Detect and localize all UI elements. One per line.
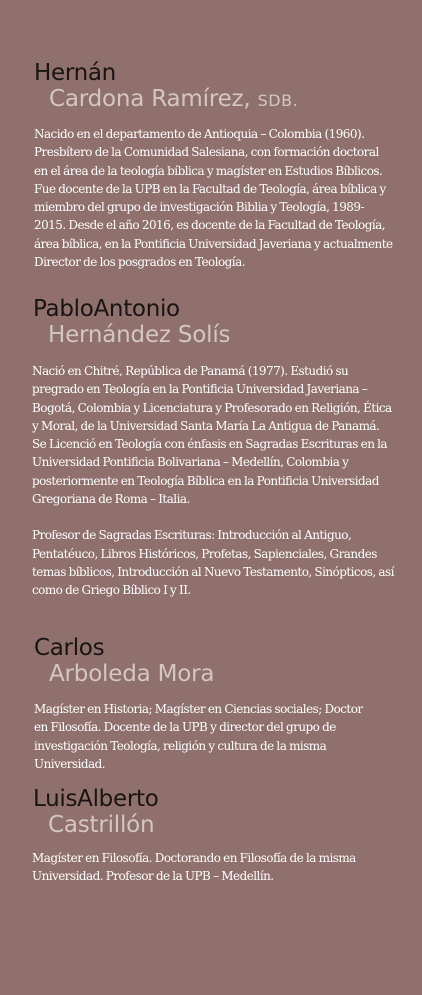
bio-paragraph: Magíster en Filosofía. Doctorando en Filosofía de la misma Universidad. Profesor de la UPB – Medellín. — [32, 851, 356, 884]
author-first-name: LuisAlberto — [33, 786, 159, 812]
bio-paragraph: Nació en Chitré, República de Panamá (1977). Estudió su pregrado en Teología en la Pontificia Universidad Javeriana – Bogotá, Colombia y Licenciatura y Profesorado en Religión, Ética y Moral, de la Universidad Santa María La Antigua de Panamá. Se Licenció en Teología con énfasis en Sagradas Escrituras en la Universidad Pontificia Bolivariana – Medellín, Colombia y posteriormente en Teología Bíblica en la Pontificia Universidad Gregoriana de Roma – Italia. — [32, 364, 392, 507]
author-last-name — [49, 661, 422, 687]
author-description — [32, 849, 362, 886]
author-bio-arboleda — [0, 635, 422, 773]
author-bio-cardona — [0, 60, 422, 271]
author-surname: Castrillón — [48, 812, 155, 838]
bio-paragraph: Nacido en el departamento de Antioquia – Colombia (1960). Presbítero de la Comunidad Salesiana, con formación doctoral en el área de la teología bíblica y magíster en Estudios Bíblicos. Fue docente de la UPB en la Facultad de Teología, área bíblica y miembro del grupo de investigación Biblia y Teología, 1989-2015. Desde el año 2016, es docente de la Facultad de Teología, área bíblica, en la Pontificia Universidad Javeriana y actualmente Director de los posgrados en Teología. — [34, 127, 393, 270]
author-surname: Arboleda Mora — [49, 661, 215, 687]
author-bio-hernandez — [0, 296, 422, 600]
author-last-name — [48, 812, 422, 838]
author-description — [32, 362, 394, 600]
author-surname: Hernández Solís — [48, 322, 231, 348]
author-first-name: Hernán — [34, 60, 116, 86]
author-description — [34, 700, 364, 773]
author-surname: Cardona Ramírez, — [49, 86, 251, 112]
author-last-name — [48, 322, 422, 348]
bio-paragraph: Profesor de Sagradas Escrituras: Introducción al Antiguo, Pentatéuco, Libros Históricos, Profetas, Sapienciales, Grandes temas bíblicos, Introducción al Nuevo Testamento, Sinópticos, así como de Griego Bíblico I y II. — [32, 528, 394, 598]
author-bio-castrillon — [0, 786, 422, 886]
author-first-name: Carlos — [34, 635, 105, 661]
author-description — [34, 125, 394, 271]
author-first-name: PabloAntonio — [33, 296, 180, 322]
author-last-name — [49, 86, 422, 114]
bio-paragraph: Magíster en Historia; Magíster en Ciencias sociales; Doctor en Filosofía. Docente de la UPB y director del grupo de investigación Teología, religión y cultura de la misma Universidad. — [34, 702, 363, 771]
author-suffix: SDB. — [257, 91, 299, 110]
